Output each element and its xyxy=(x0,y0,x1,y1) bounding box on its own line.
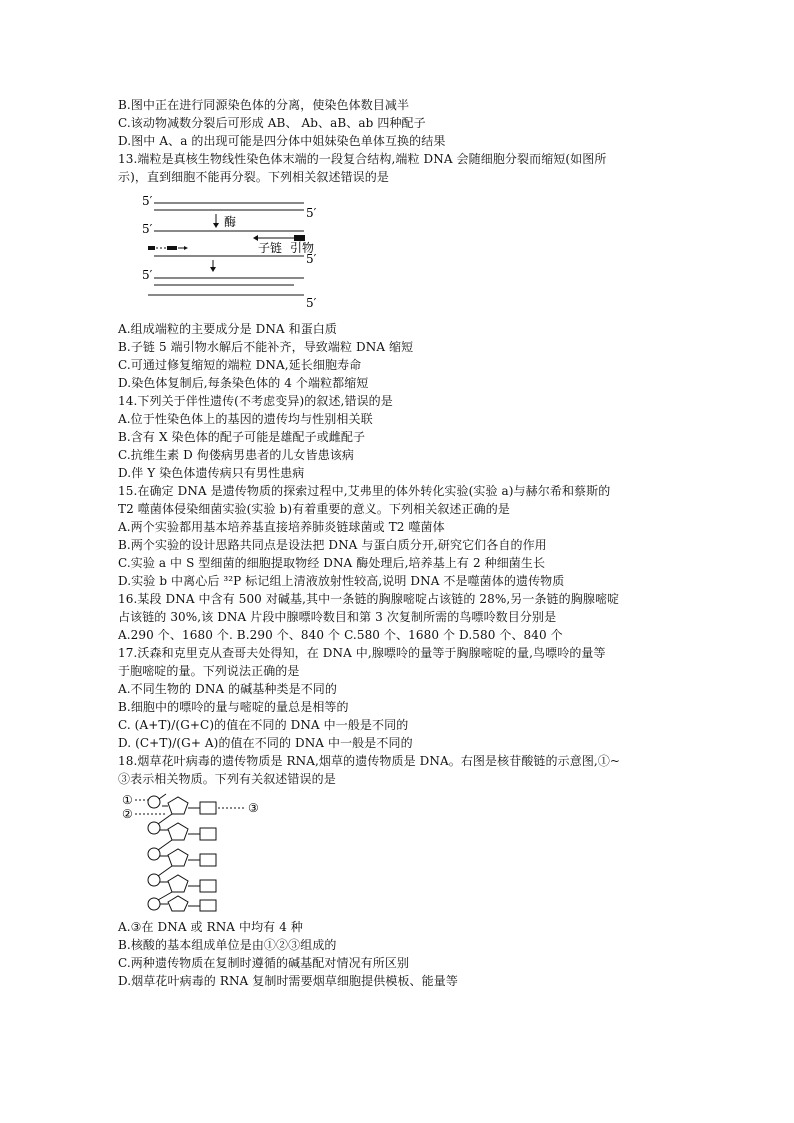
option-line: C. (A+T)/(G+C)的值在不同的 DNA 中一般是不同的 xyxy=(118,718,409,732)
daughter-strand-label: 子链 xyxy=(258,241,283,255)
option-line: B.两个实验的设计思路共同点是设法把 DNA 与蛋白质分开,研究它们各自的作用 xyxy=(118,538,547,552)
question-18-stem: ③表示相关物质。下列有关叙述错误的是 xyxy=(118,772,336,786)
option-line: D.染色体复制后,每条染色体的 4 个端粒都缩短 xyxy=(118,376,369,390)
text-line: B.图中正在进行同源染色体的分离，使染色体数目减半 xyxy=(118,98,410,112)
question-16-stem: 占该链的 30%,该 DNA 片段中腺嘌呤数目和第 3 次复制所需的鸟嘌呤数目分别是 xyxy=(118,610,557,624)
option-line: B.核酸的基本组成单位是由①②③组成的 xyxy=(118,938,337,952)
option-line: D. (C+T)/(G+ A)的值在不同的 DNA 中一般是不同的 xyxy=(118,736,413,750)
telomere-diagram-svg xyxy=(118,192,678,318)
option-line: C.两种遗传物质在复制时遵循的碱基配对情况有所区别 xyxy=(118,956,410,970)
option-line: B.子链 5 端引物水解后不能补齐，导致端粒 DNA 缩短 xyxy=(118,340,414,354)
option-line: A.组成端粒的主要成分是 DNA 和蛋白质 xyxy=(118,322,337,336)
nucleotide-chain-svg xyxy=(118,792,678,912)
label-1: ① xyxy=(122,793,133,807)
text-block-a xyxy=(118,96,678,186)
label-2: ② xyxy=(122,807,133,821)
label-5-prime: 5′ xyxy=(142,268,153,282)
question-17-stem: 于胞嘧啶的量。下列说法正确的是 xyxy=(118,664,300,678)
primer-label: 引物 xyxy=(290,241,315,255)
text-line: D.图中 A、a 的出现可能是四分体中姐妹染色单体互换的结果 xyxy=(118,134,446,148)
label-5-prime: 5′ xyxy=(306,252,317,266)
option-line: C.抗维生素 D 佝偻病男患者的儿女皆患该病 xyxy=(118,448,355,462)
label-5-prime: 5′ xyxy=(306,296,317,310)
question-15-stem: 15.在确定 DNA 是遗传物质的探索过程中,艾弗里的体外转化实验(实验 a)与赫尔希和蔡斯的 xyxy=(118,484,611,498)
question-13-stem: 示)，直到细胞不能再分裂。下列相关叙述错误的是 xyxy=(118,170,389,184)
option-line: D.烟草花叶病毒的 RNA 复制时需要烟草细胞提供模板、能量等 xyxy=(118,974,458,988)
option-line: A.不同生物的 DNA 的碱基种类是不同的 xyxy=(118,682,337,696)
option-line: C.可通过修复缩短的端粒 DNA,延长细胞寿命 xyxy=(118,358,362,372)
option-line: C.实验 a 中 S 型细菌的细胞提取物经 DNA 酶处理后,培养基上有 2 种细菌生长 xyxy=(118,556,546,570)
text-line: C.该动物减数分裂后可形成 AB、 Ab、aB、ab 四种配子 xyxy=(118,116,426,130)
text-block-b xyxy=(118,320,678,788)
label-5-prime: 5′ xyxy=(142,194,153,208)
enzyme-label: 酶 xyxy=(224,215,237,229)
question-18-stem: 18.烟草花叶病毒的遗传物质是 RNA,烟草的遗传物质是 DNA。右图是核苷酸链的示意图,①~ xyxy=(118,754,621,768)
exam-page xyxy=(118,96,678,990)
question-16-stem: 16.某段 DNA 中含有 500 对碱基,其中一条链的胸腺嘧啶占该链的 28%,另一条链的胸腺嘧啶 xyxy=(118,592,620,606)
question-13-stem: 13.端粒是真核生物线性染色体末端的一段复合结构,端粒 DNA 会随细胞分裂而缩短(如图所 xyxy=(118,152,607,166)
option-line: A.位于性染色体上的基因的遗传均与性别相关联 xyxy=(118,412,373,426)
option-line: B.含有 X 染色体的配子可能是雄配子或雌配子 xyxy=(118,430,366,444)
label-5-prime: 5′ xyxy=(306,206,317,220)
question-17-stem: 17.沃森和克里克从查哥夫处得知，在 DNA 中,腺嘌呤的量等于胸腺嘧啶的量,鸟嘌呤的量等 xyxy=(118,646,606,660)
nucleotide-chain-diagram xyxy=(118,792,678,912)
option-line: A.290 个、1680 个. B.290 个、840 个 C.580 个、1680 个 D.580 个、840 个 xyxy=(118,628,563,642)
text-block-c xyxy=(118,918,678,990)
label-3: ③ xyxy=(248,801,259,815)
option-line: A.两个实验都用基本培养基直接培养肺炎链球菌或 T2 噬菌体 xyxy=(118,520,445,534)
option-line: D.实验 b 中离心后 ³²P 标记组上清液放射性较高,说明 DNA 不是噬菌体的遗传物质 xyxy=(118,574,565,588)
option-line: B.细胞中的嘌呤的量与嘧啶的量总是相等的 xyxy=(118,700,349,714)
telomere-diagram xyxy=(118,192,678,318)
option-line: D.伴 Y 染色体遗传病只有男性患病 xyxy=(118,466,305,480)
question-15-stem: T2 噬菌体侵染细菌实验(实验 b)有着重要的意义。下列相关叙述正确的是 xyxy=(118,502,510,516)
label-5-prime: 5′ xyxy=(142,222,153,236)
question-14-stem: 14.下列关于伴性遗传(不考虑变异)的叙述,错误的是 xyxy=(118,394,393,408)
option-line: A.③在 DNA 或 RNA 中均有 4 种 xyxy=(118,920,303,934)
